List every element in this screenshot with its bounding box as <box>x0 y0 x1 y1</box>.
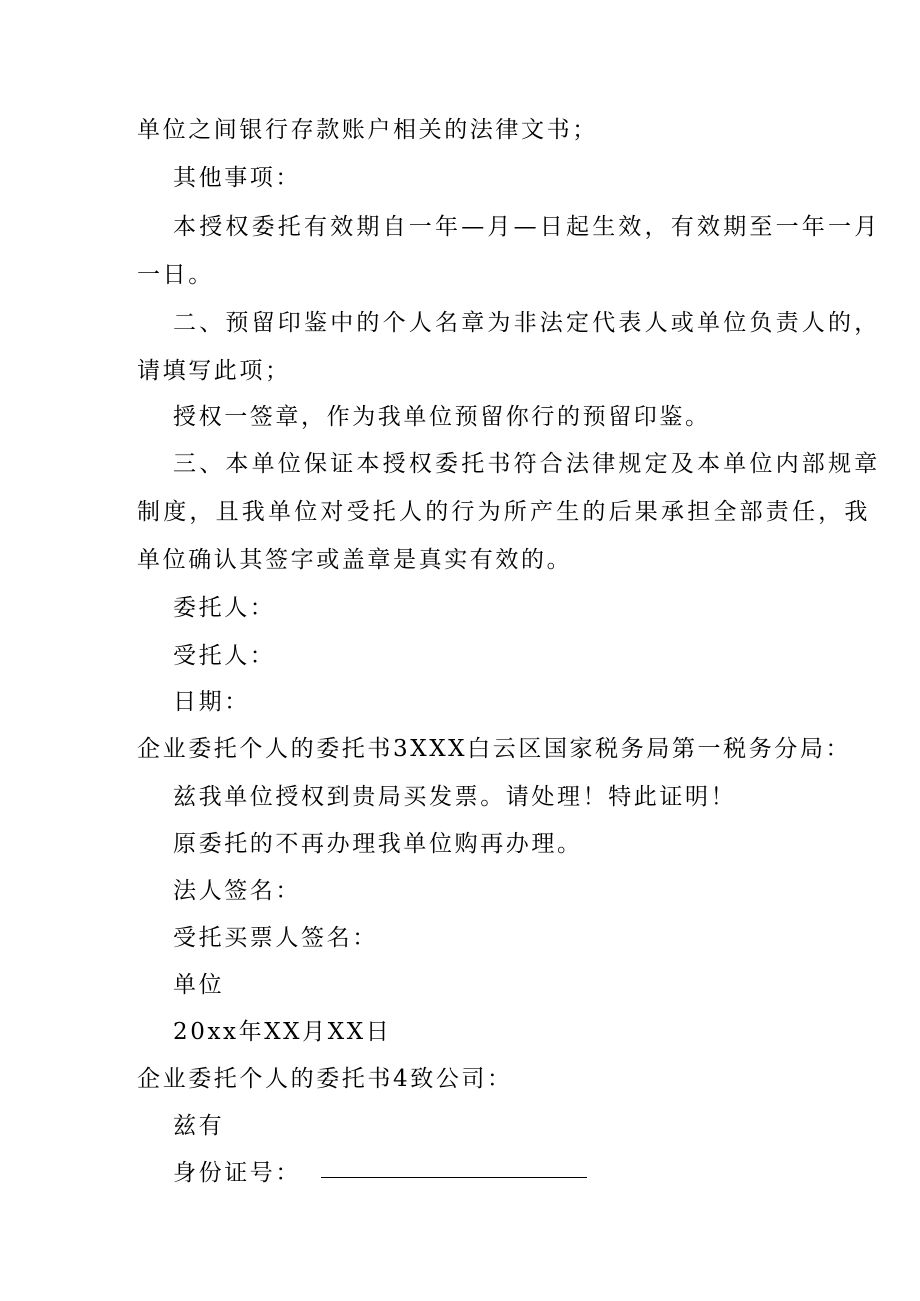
text-line-13: 日期： <box>173 689 250 715</box>
text-line-2: 其他事项： <box>173 165 301 191</box>
id-number-row <box>173 1158 833 1188</box>
text-line-12: 受托人： <box>173 643 276 669</box>
text-line-15: 兹我单位授权到贵局买发票。请处理！特此证明！ <box>173 784 737 810</box>
text-line-9: 制度，且我单位对受托人的行为所产生的后果承担全部责任，我 <box>137 499 871 525</box>
text-line-5: 二、预留印鉴中的个人名章为非法定代表人或单位负责人的， <box>173 310 881 336</box>
text-line-3: 本授权委托有效期自一年—月—日起生效，有效期至一年一月 <box>173 214 881 240</box>
id-number-blank <box>321 1177 587 1178</box>
text-line-18: 受托买票人签名： <box>173 925 378 951</box>
id-number-label: 身份证号： <box>173 1160 301 1186</box>
text-line-17: 法人签名： <box>173 878 301 904</box>
text-line-11: 委托人： <box>173 595 276 621</box>
text-line-22: 兹有 <box>173 1113 225 1139</box>
text-line-21: 企业委托个人的委托书4致公司： <box>137 1066 513 1092</box>
text-line-7: 授权一签章，作为我单位预留你行的预留印鉴。 <box>173 404 711 430</box>
text-line-4: 一日。 <box>137 262 214 288</box>
text-line-16: 原委托的不再办理我单位购再办理。 <box>173 831 583 857</box>
text-line-14: 企业委托个人的委托书3XXX白云区国家税务局第一税务分局： <box>137 736 852 762</box>
text-line-6: 请填写此项； <box>137 358 291 384</box>
text-line-1: 单位之间银行存款账户相关的法律文书； <box>137 117 598 143</box>
text-line-10: 单位确认其签字或盖章是真实有效的。 <box>137 547 573 573</box>
text-line-19: 单位 <box>173 972 225 998</box>
text-line-20: 20xx年XX月XX日 <box>173 1019 392 1045</box>
text-line-8: 三、本单位保证本授权委托书符合法律规定及本单位内部规章 <box>173 451 881 477</box>
